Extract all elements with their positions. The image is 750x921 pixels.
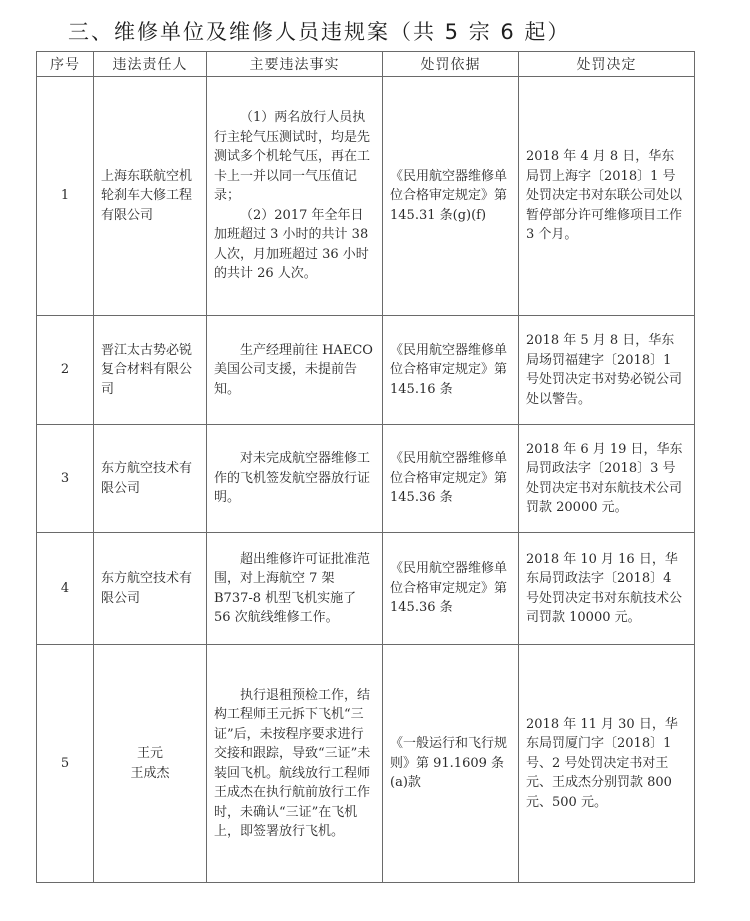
row-number: 3 bbox=[37, 425, 94, 533]
penalty-decision: 2018 年 6 月 19 日，华东局罚政法字〔2018〕3 号处罚决定书对东航技术公司罚款 20000 元。 bbox=[519, 425, 695, 533]
fact-paragraph: 执行退租预检工作，结构工程师王元拆下飞机“三证”后，未按程序要求进行交接和跟踪，导致“三证”未装回飞机。航线放行工程师王成杰在执行航前放行工作时，未确认“三证”在飞机上，即签署放行飞机。 bbox=[214, 687, 371, 839]
penalty-basis: 《民用航空器维修单位合格审定规定》第 145.36 条 bbox=[383, 425, 519, 533]
penalty-basis: 《一般运行和飞行规则》第 91.1609 条(a)款 bbox=[383, 645, 519, 883]
penalty-decision: 2018 年 11 月 30 日，华东局罚厦门字〔2018〕1 号、2 号处罚决定书对王元、王成杰分别罚款 800 元、500 元。 bbox=[519, 645, 695, 883]
header-facts: 主要违法事实 bbox=[207, 52, 383, 77]
violations-table bbox=[36, 51, 695, 883]
responsible-party: 晋江太古势必锐复合材料有限公司 bbox=[94, 316, 207, 425]
header-party: 违法责任人 bbox=[94, 52, 207, 77]
violation-facts bbox=[207, 645, 383, 883]
section-title: 三、维修单位及维修人员违规案（共 5 宗 6 起） bbox=[68, 20, 571, 44]
penalty-basis: 《民用航空器维修单位合格审定规定》第 145.31 条(g)(f) bbox=[383, 77, 519, 316]
responsible-party: 东方航空技术有限公司 bbox=[94, 425, 207, 533]
table-row bbox=[37, 316, 695, 425]
violation-facts bbox=[207, 77, 383, 316]
penalty-basis: 《民用航空器维修单位合格审定规定》第 145.16 条 bbox=[383, 316, 519, 425]
violation-facts bbox=[207, 533, 383, 645]
fact-paragraph: 超出维修许可证批准范围，对上海航空 7 架 B737-8 机型飞机实施了 56 次航线维修工作。 bbox=[214, 551, 371, 625]
table-row bbox=[37, 77, 695, 316]
header-basis: 处罚依据 bbox=[383, 52, 519, 77]
header-decision: 处罚决定 bbox=[519, 52, 695, 77]
penalty-decision: 2018 年 10 月 16 日，华东局罚政法字〔2018〕4 号处罚决定书对东航技术公司罚款 10000 元。 bbox=[519, 533, 695, 645]
responsible-party: 上海东联航空机轮刹车大修工程有限公司 bbox=[94, 77, 207, 316]
row-number: 4 bbox=[37, 533, 94, 645]
penalty-basis: 《民用航空器维修单位合格审定规定》第 145.36 条 bbox=[383, 533, 519, 645]
fact-paragraph: （2）2017 年全年日加班超过 3 小时的共计 38 人次，月加班超过 36 小时的共计 26 人次。 bbox=[214, 207, 369, 282]
violation-facts bbox=[207, 316, 383, 425]
header-no: 序号 bbox=[37, 52, 94, 77]
row-number: 5 bbox=[37, 645, 94, 883]
table-header-row bbox=[37, 52, 695, 77]
responsible-party: 王元 王成杰 bbox=[94, 645, 207, 883]
penalty-decision: 2018 年 5 月 8 日，华东局场罚福建字〔2018〕1 号处罚决定书对势必锐公司处以警告。 bbox=[519, 316, 695, 425]
fact-paragraph: （1）两名放行人员执行主轮气压测试时，均是先测试多个机轮气压，再在工卡上一并以同一气压值记录； bbox=[214, 110, 371, 204]
fact-paragraph: 生产经理前往 HAECO 美国公司支援，未提前告知。 bbox=[214, 342, 373, 397]
table-row bbox=[37, 533, 695, 645]
row-number: 2 bbox=[37, 316, 94, 425]
table-row bbox=[37, 425, 695, 533]
responsible-party: 东方航空技术有限公司 bbox=[94, 533, 207, 645]
penalty-decision: 2018 年 4 月 8 日，华东局罚上海字〔2018〕1 号处罚决定书对东联公司处以暂停部分许可维修项目工作 3 个月。 bbox=[519, 77, 695, 316]
violation-facts bbox=[207, 425, 383, 533]
fact-paragraph: 对未完成航空器维修工作的飞机签发航空器放行证明。 bbox=[214, 451, 371, 506]
row-number: 1 bbox=[37, 77, 94, 316]
table-row bbox=[37, 645, 695, 883]
